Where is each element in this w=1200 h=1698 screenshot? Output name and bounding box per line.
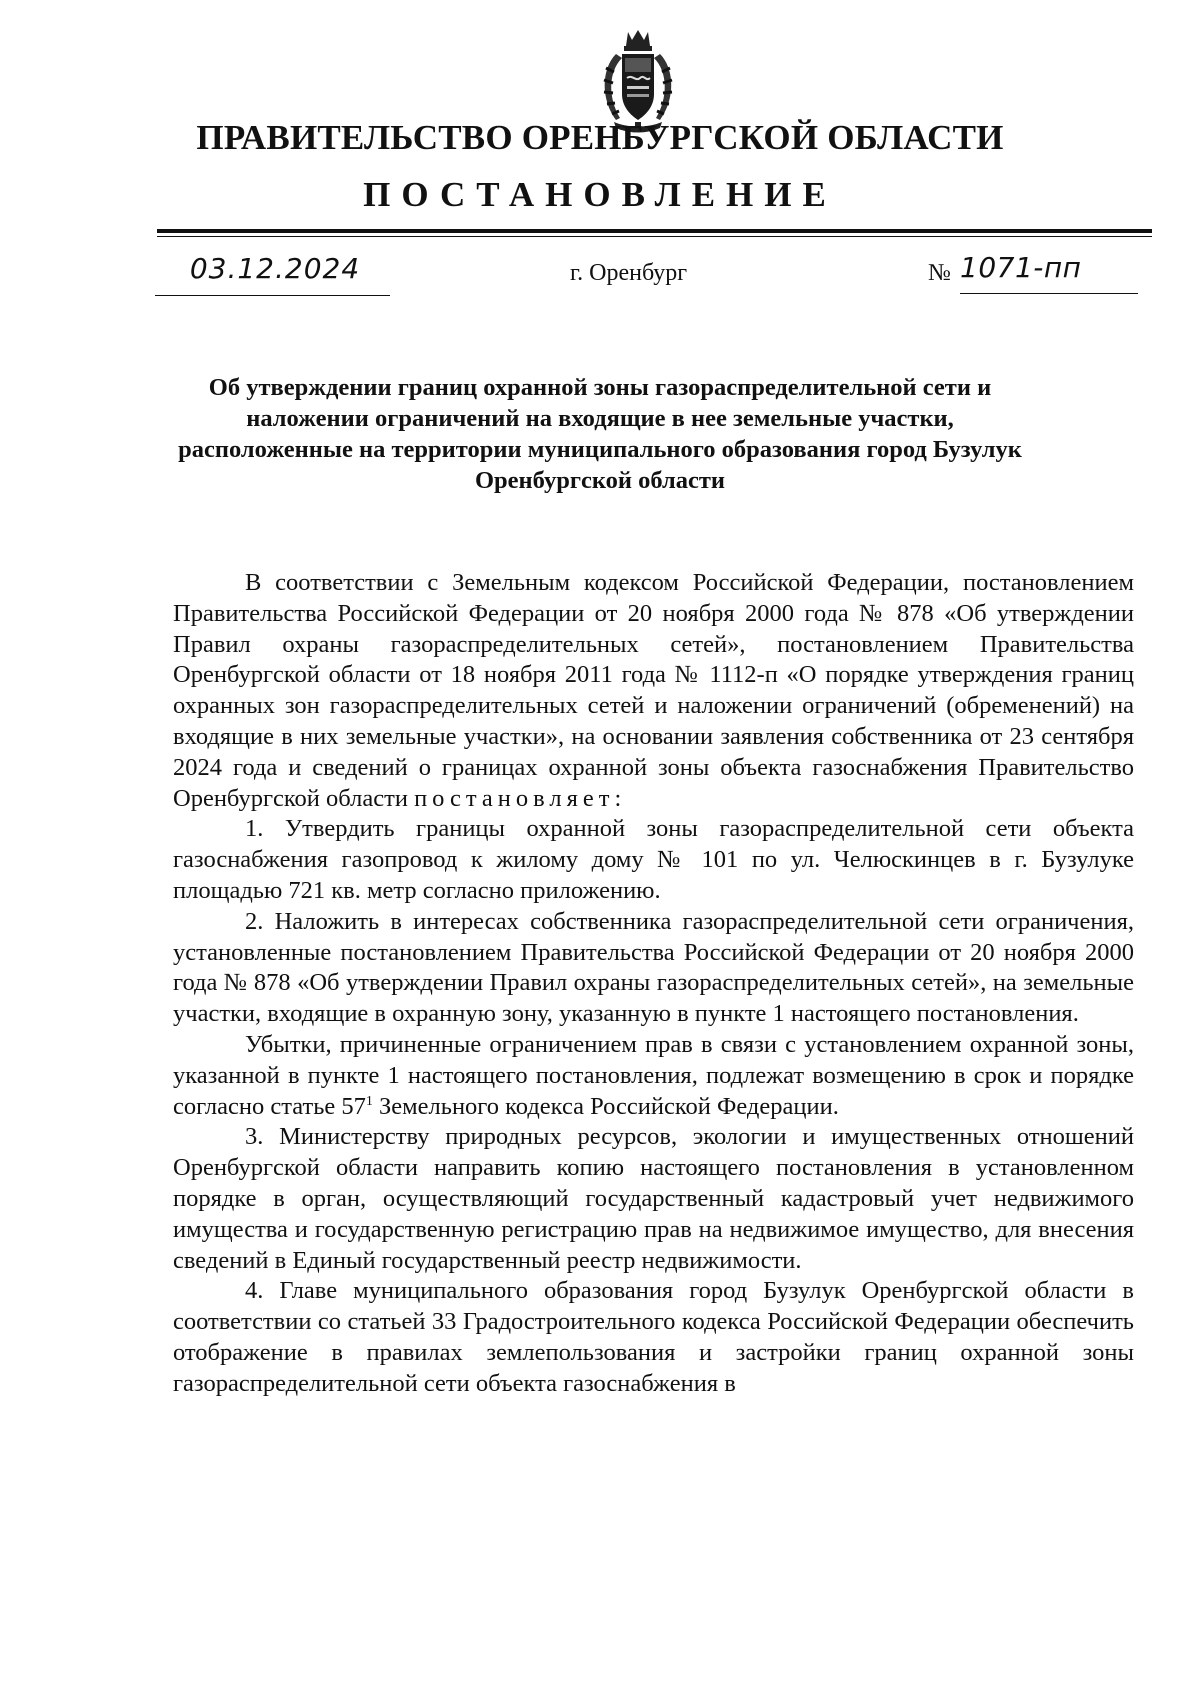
- title-line: Об утверждении границ охранной зоны газораспределительной сети и: [208, 374, 992, 401]
- document-number: 1071-пп: [960, 251, 1082, 284]
- clause-1: 1. Утвердить границы охранной зоны газораспределительной сети объекта газоснабжения газопровод к жилому дому № 101 по ул. Челюскинцев в г. Бузулуке площадью 721 кв. метр согласно приложению.: [173, 815, 1134, 904]
- title-line: наложении ограничений на входящие в нее земельные участки,: [246, 405, 954, 432]
- date-underline: [155, 295, 390, 296]
- clause-2-damages: [173, 1030, 1134, 1122]
- resolves-word: постановляет:: [414, 784, 627, 812]
- header-divider-thick: [157, 229, 1152, 233]
- document-city: г. Оренбург: [570, 260, 688, 286]
- document-title: [140, 372, 1060, 496]
- document-date: 03.12.2024: [189, 252, 361, 285]
- clause-4: 4. Главе муниципального образования город Бузулук Оренбургской области в соответствии со статьей 33 Градостроительного кодекса Российской Федерации обеспечить отображение в правилах землепользования и застройки границ охранной зоны газораспределительной сети объекта газоснабжения в: [173, 1277, 1134, 1397]
- damages-text: Убытки, причиненные ограничением прав в связи с установлением охранной зоны, указанной в пункте 1 настоящего постановления, подлежат возмещению в срок и порядке согласно статье 57: [173, 1030, 1134, 1120]
- title-line: расположенные на территории муниципального образования город Бузулук: [178, 436, 1022, 463]
- number-underline: [960, 293, 1138, 294]
- preamble-text: В соответствии с Земельным кодексом Российской Федерации, постановлением Правительства Российской Федерации от 20 ноября 2000 года № 878 «Об утверждении Правил охраны газораспределительных сетей», постановлением Правительства Оренбургской области от 18 ноября 2011 года № 1112-п «О порядке утверждения границ охранных зон газораспределительных сетей и наложении ограничений (обременений) на входящие в них земельные участки», на основании заявления собственника от 23 сентября 2024 года и сведений о границах охранной зоны объекта газоснабжения Правительство Оренбургской области: [173, 569, 1134, 812]
- damages-text-end: Земельного кодекса Российской Федерации.: [372, 1092, 839, 1120]
- clause-2: 2. Наложить в интересах собственника газораспределительной сети ограничения, установленные постановлением Правительства Российской Федерации от 20 ноября 2000 года № 878 «Об утверждении Правил охраны газораспределительных сетей», на земельные участки, входящие в охранную зону, указанную в пункте 1 настоящего постановления.: [173, 907, 1134, 1028]
- title-line: Оренбургской области: [474, 467, 726, 494]
- document-body: [173, 568, 1134, 1400]
- article-superscript: 1: [365, 1093, 373, 1109]
- document-number-label: №: [928, 260, 951, 286]
- document-type-title: ПОСТАНОВЛЕНИЕ: [363, 175, 837, 214]
- header-divider-thin: [157, 236, 1152, 237]
- organization-title: ПРАВИТЕЛЬСТВО ОРЕНБУРГСКОЙ ОБЛАСТИ: [196, 118, 1004, 157]
- preamble-paragraph: [173, 568, 1134, 814]
- clause-3: 3. Министерству природных ресурсов, экологии и имущественных отношений Оренбургской области направить копию настоящего постановления в установленном порядке в орган, осуществляющий государственный кадастровый учет недвижимого имущества и государственную регистрацию прав на недвижимое имущество, для внесения сведений в Единый государственный реестр недвижимости.: [173, 1123, 1134, 1274]
